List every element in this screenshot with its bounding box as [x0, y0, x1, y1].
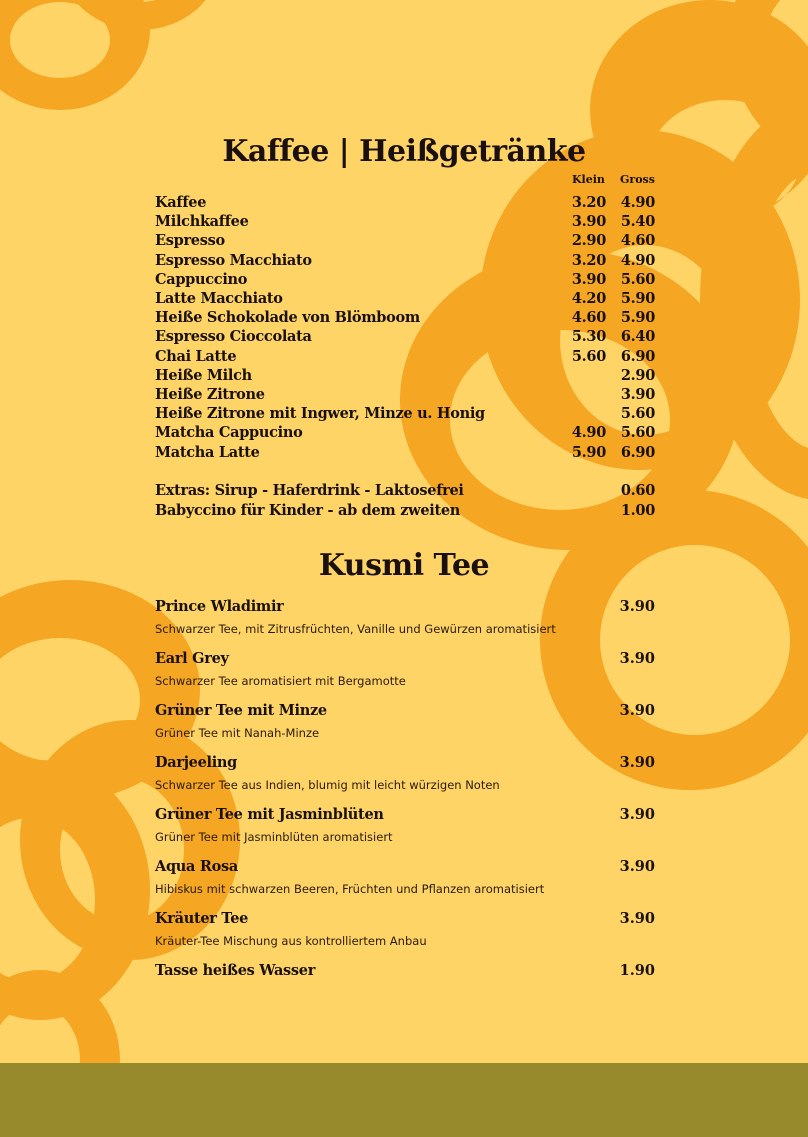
- extras-name: Babyccino für Kinder - ab dem zweiten: [155, 501, 461, 519]
- tea-name: Grüner Tee mit Minze: [155, 702, 327, 719]
- tee-section-title: Kusmi Tee: [318, 548, 490, 583]
- price-klein: 4.90: [571, 424, 606, 442]
- item-name: Latte Macchiato: [155, 290, 283, 307]
- price-klein: 3.90: [571, 270, 606, 288]
- kaffee-section-title: Kaffee | Heißgetränke: [222, 134, 586, 169]
- tea-description: Grüner Tee mit Jasminblüten aromatisiert: [155, 830, 393, 844]
- tea-price: 3.90: [619, 806, 655, 823]
- price-klein: 3.20: [571, 251, 606, 269]
- tea-price: 3.90: [619, 754, 655, 771]
- price-klein: 5.90: [571, 443, 606, 461]
- tea-item: [155, 857, 655, 901]
- tea-item: [155, 649, 655, 693]
- menu-item-row: [155, 270, 655, 290]
- menu-item-row: [155, 308, 655, 328]
- tea-price: 3.90: [619, 650, 655, 667]
- menu-item-row: [155, 289, 655, 309]
- price-gross: 6.90: [620, 443, 655, 461]
- tea-item: [155, 597, 655, 641]
- item-name: Chai Latte: [155, 347, 237, 365]
- menu-item-row: [155, 347, 655, 367]
- menu-item-row: [155, 404, 655, 424]
- price-gross: 6.40: [620, 328, 655, 346]
- tea-price: 3.90: [619, 910, 655, 927]
- menu-item-row: [155, 423, 655, 443]
- price-gross: 5.90: [620, 290, 655, 307]
- tea-description: Schwarzer Tee, mit Zitrusfrüchten, Vanille und Gewürzen aromatisiert: [155, 622, 556, 636]
- menu-item-row: [155, 385, 655, 405]
- price-gross: 5.90: [620, 309, 655, 327]
- tea-item: [155, 753, 655, 797]
- price-gross: 5.60: [620, 270, 655, 288]
- menu-item-row: [155, 366, 655, 386]
- tea-name: Kräuter Tee: [155, 910, 249, 927]
- extras-name: Extras: Sirup - Haferdrink - Laktosefrei: [155, 482, 464, 499]
- tea-name: Aqua Rosa: [155, 858, 238, 875]
- price-klein: 2.90: [571, 232, 606, 250]
- item-name: Heiße Zitrone: [155, 386, 265, 403]
- price-klein: 5.30: [571, 328, 606, 346]
- tea-price: 3.90: [619, 702, 655, 719]
- price-gross: 4.60: [620, 232, 655, 250]
- item-name: Heiße Schokolade von Blömboom: [155, 309, 420, 327]
- footer-band: [0, 1063, 808, 1137]
- price-gross: 5.60: [620, 405, 655, 423]
- tea-description: Kräuter-Tee Mischung aus kontrolliertem Anbau: [155, 934, 427, 948]
- tea-description: Hibiskus mit schwarzen Beeren, Früchten und Pflanzen aromatisiert: [155, 882, 545, 896]
- tea-description: Schwarzer Tee aromatisiert mit Bergamotte: [155, 674, 406, 688]
- tea-price: 1.90: [619, 962, 655, 979]
- price-klein: 5.60: [571, 347, 606, 365]
- tea-description: Schwarzer Tee aus Indien, blumig mit leicht würzigen Noten: [155, 778, 500, 792]
- column-header-klein: Klein: [572, 173, 605, 186]
- tea-name: Earl Grey: [155, 650, 229, 667]
- tea-item: [155, 805, 655, 849]
- item-name: Milchkaffee: [155, 213, 249, 231]
- item-name: Heiße Zitrone mit Ingwer, Minze u. Honig: [155, 405, 485, 423]
- price-gross: 2.90: [620, 366, 655, 384]
- item-name: Matcha Cappucino: [155, 424, 303, 442]
- price-klein: 3.90: [571, 213, 606, 231]
- item-name: Espresso: [155, 232, 225, 250]
- price-gross: 4.90: [620, 251, 655, 269]
- tea-item: [155, 701, 655, 745]
- menu-item-row: [155, 443, 655, 463]
- price-klein: 4.20: [571, 290, 606, 307]
- tea-name: Tasse heißes Wasser: [155, 962, 316, 979]
- menu-item-row: [155, 251, 655, 271]
- tea-description: Grüner Tee mit Nanah-Minze: [155, 726, 320, 740]
- item-name: Espresso Cioccolata: [155, 328, 312, 346]
- item-name: Espresso Macchiato: [155, 251, 312, 269]
- price-gross: 4.90: [620, 194, 655, 211]
- item-name: Kaffee: [155, 194, 207, 211]
- column-header-gross: Gross: [620, 173, 655, 186]
- tea-item: [155, 961, 655, 1005]
- tea-price: 3.90: [619, 858, 655, 875]
- price-gross: 5.60: [620, 424, 655, 442]
- item-name: Cappuccino: [155, 270, 248, 288]
- tea-price: 3.90: [619, 598, 655, 615]
- extras-row: [155, 481, 655, 501]
- item-name: Matcha Latte: [155, 443, 260, 461]
- price-klein: 3.20: [571, 194, 606, 211]
- tea-name: Grüner Tee mit Jasminblüten: [155, 806, 384, 823]
- price-klein: 4.60: [571, 309, 606, 327]
- menu-item-row: [155, 327, 655, 347]
- menu-item-row: [155, 212, 655, 232]
- extras-row: [155, 501, 655, 521]
- tea-name: Prince Wladimir: [155, 598, 284, 615]
- tea-name: Darjeeling: [155, 754, 238, 771]
- extras-price: 1.00: [620, 501, 655, 519]
- item-name: Heiße Milch: [155, 366, 252, 384]
- tea-item: [155, 909, 655, 953]
- extras-price: 0.60: [620, 482, 655, 499]
- price-gross: 5.40: [620, 213, 655, 231]
- menu-item-row: [155, 231, 655, 251]
- price-gross: 3.90: [620, 386, 655, 403]
- price-gross: 6.90: [620, 347, 655, 365]
- menu-item-row: [155, 193, 655, 213]
